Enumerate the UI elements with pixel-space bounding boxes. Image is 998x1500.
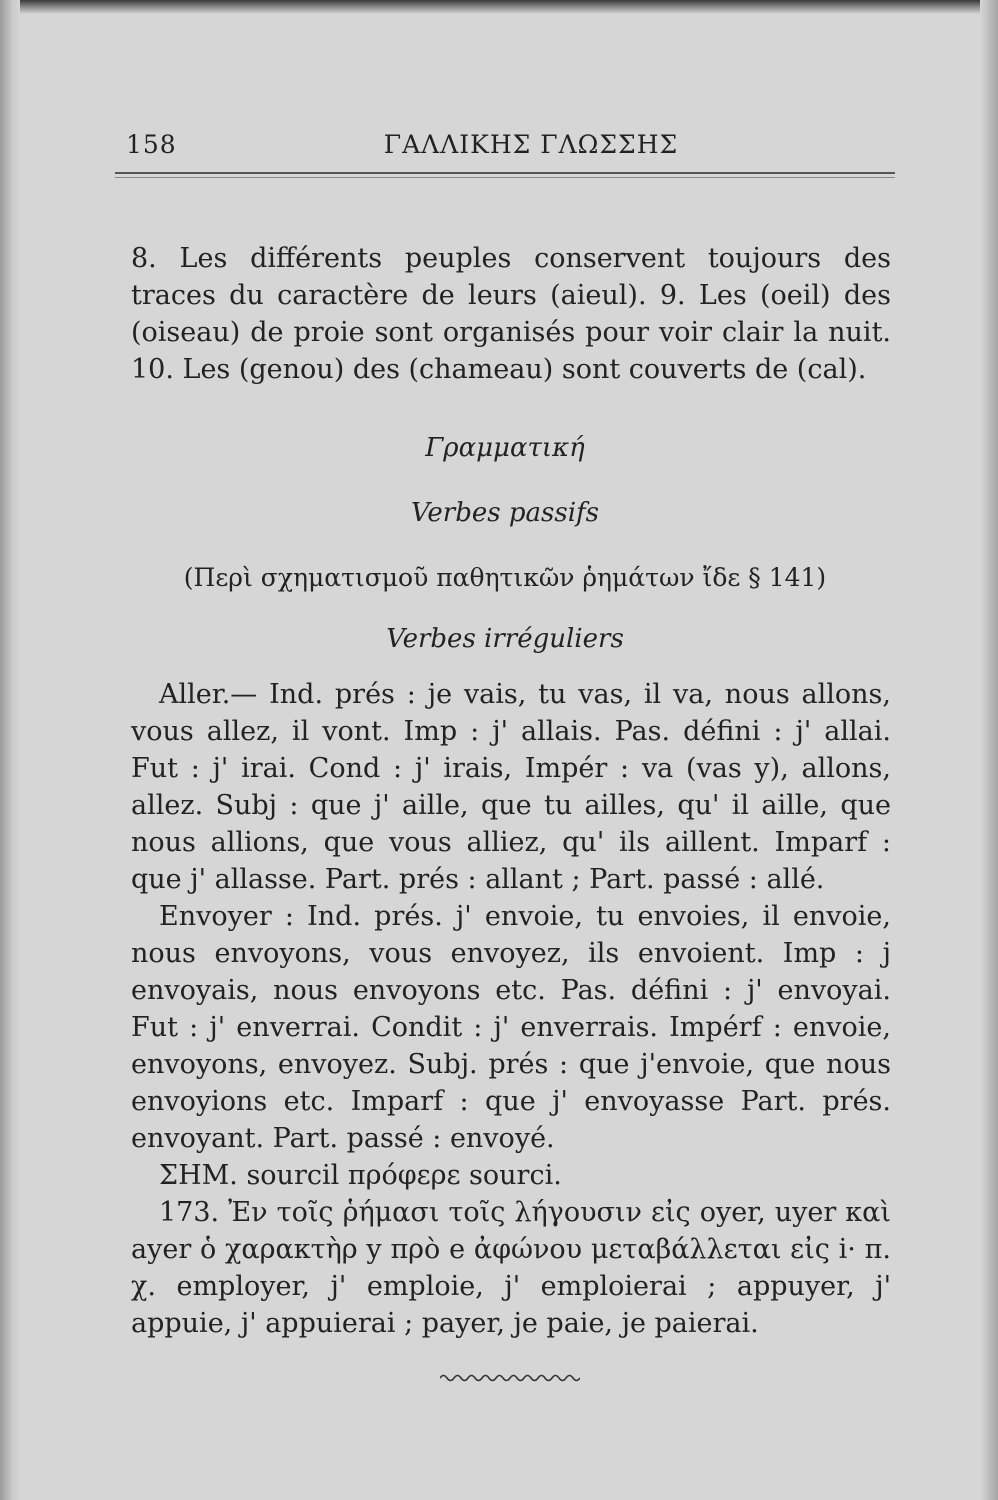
section-reference: (Περὶ σχηματισμοῦ παθητικῶν ῥημάτων ἴδε § 141)	[183, 563, 827, 592]
grammar-heading: Γραμματική	[425, 433, 585, 463]
passive-verbs-heading: Verbes passifs	[411, 498, 599, 528]
running-title: ΓΑΛΛΙΚΗΣ ΓΛΩΣΣΗΣ	[383, 130, 679, 159]
header-rule-thin	[115, 177, 895, 178]
irregular-verbs-heading: Verbes irréguliers	[386, 624, 624, 654]
section-173-paragraph: 173. Ἐν τοῖς ῥήμασι τοῖς λήγουσιν εἰς oyer, uyer καὶ ayer ὁ χαρακτὴρ y πρὸ e ἀφώνου μεταβάλλεται εἰς i· π. χ. employer, j' emploie, j' emploierai ; appuyer, j' appuie, j' appuierai ; payer, je paie, je paierai.	[131, 1197, 891, 1339]
aller-paragraph: Aller.— Ind. prés : je vais, tu vas, il va, nous allons, vous allez, il vont. Imp : j' allais. Pas. défini : j' allai. Fut : j' irai. Cond : j' irais, Impér : va (vas y), allons, allez. Subj : que j' aille, que tu ailles, qu' il aille, que nous allions, que vous alliez, qu' ils aillent. Imparf : que j' allasse. Part. prés : allant ; Part. passé : allé.	[131, 679, 891, 895]
note-paragraph: ΣΗΜ. sourcil πρόφερε sourci.	[159, 1160, 562, 1191]
verb-conjugations	[131, 676, 891, 1342]
page-number: 158	[126, 130, 177, 159]
page-header	[126, 130, 896, 166]
page-top-shadow	[0, 0, 998, 14]
envoyer-paragraph: Envoyer : Ind. prés. j' envoie, tu envoies, il envoie, nous envoyons, vous envoyez, ils envoient. Imp : j envoyais, nous envoyons etc. Pas. défini : j' envoyai. Fut : j' enverrai. Condit : j' enverrais. Impérf : envoie, envoyons, envoyez. Subj. prés : que j'envoie, que nous envoyions etc. Imparf : que j' envoyasse Part. prés. envoyant. Part. passé : envoyé.	[131, 901, 891, 1154]
header-rule	[115, 172, 895, 174]
page-right-shadow	[980, 0, 998, 1500]
wavy-divider-ornament	[440, 1372, 580, 1384]
exercise-paragraph: 8. Les différents peuples conservent toujours des traces du caractère de leurs (aieul). 9. Les (oeil) des (oiseau) de proie sont organisés pour voir clair la nuit. 10. Les (genou) des (chameau) sont couverts de (cal).	[131, 243, 891, 385]
exercise-block	[131, 240, 891, 388]
page-left-shadow	[0, 0, 20, 1500]
